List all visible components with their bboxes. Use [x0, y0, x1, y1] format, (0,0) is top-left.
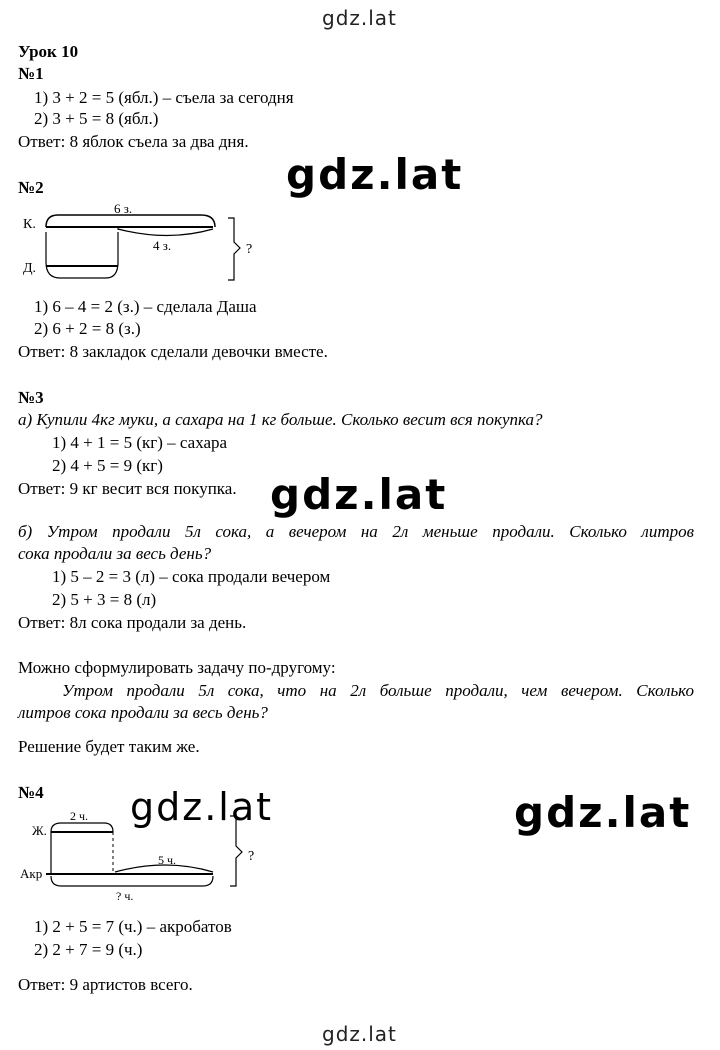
task4-line: 1) 2 + 5 = 7 (ч.) – акробатов [34, 917, 232, 936]
task3-number: №3 [18, 388, 44, 407]
watermark-large: gdz.lat [514, 788, 692, 837]
task1-line: 1) 3 + 2 = 5 (ябл.) – съела за сегодня [34, 88, 294, 107]
task1-line: 2) 3 + 5 = 8 (ябл.) [34, 109, 159, 128]
task3a-text: а) Купили 4кг муки, а сахара на 1 кг больше. Сколько весит вся покупка? [18, 410, 543, 429]
task3-alt-text: Утром продали 5л сока, что на 2л больше продали, чем вечером. Сколько [62, 681, 694, 700]
task2-answer: Ответ: 8 закладок сделали девочки вместе. [18, 342, 328, 361]
diagram-question: ? [246, 242, 253, 257]
task1-answer: Ответ: 8 яблок съела за два дня. [18, 132, 249, 151]
diagram-label-akr: Акр [20, 866, 43, 881]
task2-line: 1) 6 – 4 = 2 (з.) – сделала Даша [34, 297, 257, 316]
task3b-line: 1) 5 – 2 = 3 (л) – сока продали вечером [52, 567, 331, 586]
watermark-bottom: gdz.lat [322, 1022, 397, 1046]
diagram-label-zh: Ж. [32, 823, 47, 838]
task3a-line: 2) 4 + 5 = 9 (кг) [52, 456, 163, 475]
task4-number: №4 [18, 783, 44, 802]
diagram-mid-label: 5 ч. [158, 853, 177, 867]
diagram-label-k: К. [23, 217, 36, 232]
watermark-large: gdz.lat [270, 470, 448, 519]
task2-number: №2 [18, 178, 44, 197]
task3-alt-outro: Решение будет таким же. [18, 737, 200, 756]
task3b-answer: Ответ: 8л сока продали за день. [18, 613, 247, 632]
task3a-line: 1) 4 + 1 = 5 (кг) – сахара [52, 433, 228, 452]
diagram-question: ? [248, 849, 255, 864]
diagram-bottom-label: ? ч. [116, 889, 134, 903]
diagram-label-d: Д. [23, 261, 37, 276]
task3b-line: 2) 5 + 3 = 8 (л) [52, 590, 157, 609]
task3-alt-text: литров сока продали за весь день? [18, 703, 268, 722]
lesson-title: Урок 10 [18, 42, 79, 61]
task4-answer: Ответ: 9 артистов всего. [18, 975, 193, 994]
watermark-large: gdz.lat [130, 785, 274, 829]
task3b-text: б) Утром продали 5л сока, а вечером на 2л меньше продали. Сколько литров [18, 522, 694, 541]
task3-alt-intro: Можно сформулировать задачу по-другому: [18, 658, 336, 677]
task4-diagram [18, 806, 268, 906]
watermark-large: gdz.lat [286, 150, 464, 199]
watermark-top: gdz.lat [322, 6, 397, 30]
diagram-top-label: 2 ч. [70, 809, 89, 823]
diagram-top-label: 6 з. [114, 201, 133, 216]
diagram-mid-label: 4 з. [153, 238, 172, 253]
task2-line: 2) 6 + 2 = 8 (з.) [34, 319, 141, 338]
task3a-answer: Ответ: 9 кг весит вся покупка. [18, 479, 237, 498]
task1-number: №1 [18, 64, 44, 83]
task3b-text: сока продали за весь день? [18, 544, 212, 563]
task4-line: 2) 2 + 7 = 9 (ч.) [34, 940, 143, 959]
task2-diagram [18, 198, 278, 288]
